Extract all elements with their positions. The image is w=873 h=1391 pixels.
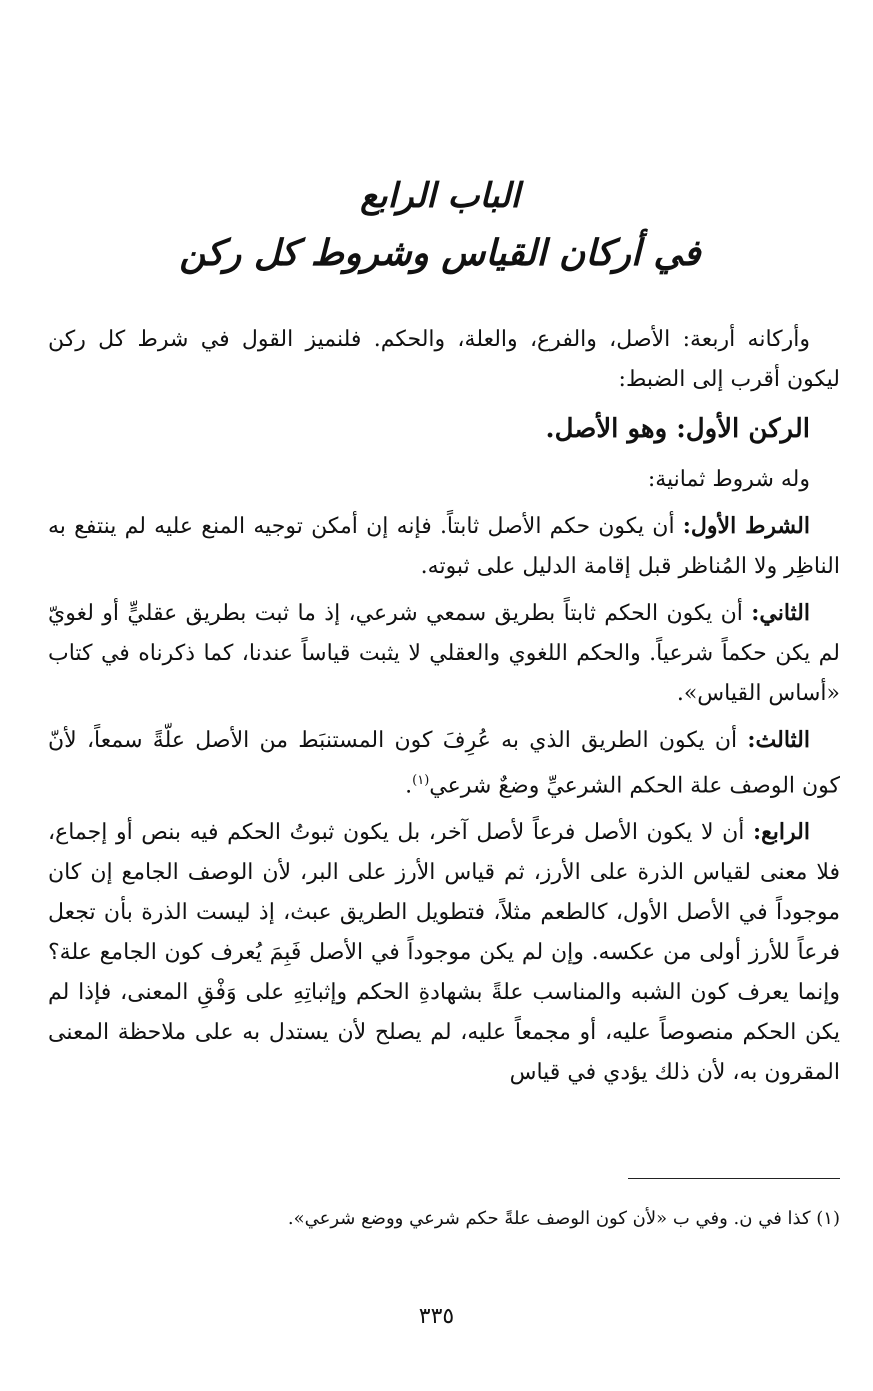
condition-text: أن يكون حكم الأصل ثابتاً. فإنه إن أمكن توجيه المنع عليه لم ينتفع به الناظِر ولا المُناظر قبل إقامة الدليل على ثبوته. <box>48 514 840 579</box>
condition-label: الرابع: <box>752 819 810 846</box>
condition-paragraph-2 <box>48 593 840 714</box>
condition-text: أن يكون الطريق الذي به عُرِفَ كون المستنبَط من الأصل علّةً سمعاً، لأنّ كون الوصف علة الحكم الشرعيِّ وضعٌ شرعي <box>48 728 840 799</box>
condition-text: أن لا يكون الأصل فرعاً لأصل آخر، بل يكون ثبوتُ الحكم فيه بنص أو إجماع، فلا معنى لقياس الذرة على الأرز، ثم قياس الأرز على البر، لأن الوصف الجامع إن كان موجوداً في الأصل الأول، كالطعم مثلاً، فتطويل الطريق عبث، إذ ليست الذرة بأن تجعل فرعاً للأرز أولى من عكسه. وإن لم يكن موجوداً في الأصل فَبِمَ يُعرف كون الجامع علة؟ وإنما يعرف كون الشبه والمناسب علةً بشهادةِ الحكم وإثباتِهِ على وَفْقِ المعنى، فإذا لم يكن الحكم منصوصاً عليه، أو مجمعاً عليه، لم يصلح لأن يستدل به على ملاحظة المعنى المقرون به، لأن ذلك يؤدي في قياس <box>48 820 840 1086</box>
condition-label: الثاني: <box>751 600 810 626</box>
page-number: ٣٣٥ <box>418 1304 455 1329</box>
condition-paragraph-4 <box>48 812 840 1093</box>
chapter-title-line-2: في أركان القياس وشروط كل ركن <box>179 232 701 274</box>
footnote: (١) كذا في ن. وفي ب «لأن كون الوصف علةً حكم شرعي ووضع شرعي». <box>287 1208 840 1229</box>
conditions-intro: وله شروط ثمانية: <box>647 467 810 492</box>
chapter-title <box>120 168 760 282</box>
footnote-reference[interactable]: (١) <box>412 773 430 788</box>
condition-paragraph-1 <box>48 506 840 587</box>
intro-paragraph: وأركانه أربعة: الأصل، والفرع، والعلة، والحكم. فلنميز القول في شرط كل ركن ليكون أقرب إلى الضبط: <box>48 327 840 392</box>
condition-paragraph-3: الثالث: أن يكون الطريق الذي به عُرِفَ كون المستنبَط من الأصل علّةً سمعاً، لأنّ كون الوصف علة الحكم الشرعيِّ وضعٌ شرعي$^{(١)}$. <box>48 727 840 799</box>
chapter-title-line-1: الباب الرابع <box>360 176 520 216</box>
footnote-divider <box>628 1178 840 1179</box>
condition-label: الشرط الأول: <box>682 513 810 539</box>
pillar-heading: الركن الأول: وهو الأصل. <box>545 414 810 444</box>
condition-label: الثالث: <box>747 727 810 753</box>
body-text <box>48 320 840 1099</box>
condition-text: أن يكون الحكم ثابتاً بطريق سمعي شرعي، إذ ما ثبت بطريق عقليٍّ أو لغويّ لم يكن حكماً شرعياً. والحكم اللغوي والعقلي لا يثبت قياساً عندنا، كما ذكرناه في كتاب «أساس القياس». <box>48 601 840 706</box>
